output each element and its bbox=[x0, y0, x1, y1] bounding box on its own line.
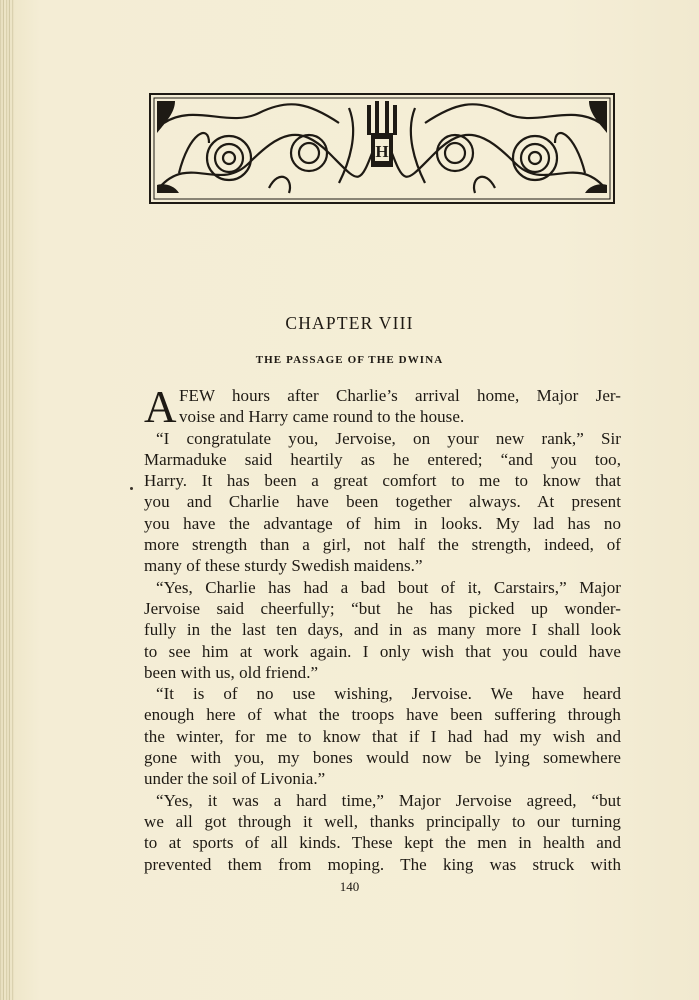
ornamental-headpiece bbox=[149, 93, 615, 204]
text-line: under the soil of Livonia.” bbox=[144, 769, 326, 789]
text-line: prevented them from moping. The king was struck with bbox=[144, 854, 621, 874]
body-text bbox=[144, 382, 621, 875]
text-line: “It is of no use wishing, Jervoise. We have heard bbox=[156, 684, 621, 704]
text-line: many of these sturdy Swedish maidens.” bbox=[144, 556, 423, 576]
text-line: Harry. It has been a great comfort to me to know that bbox=[144, 471, 621, 491]
text-line: more strength than a girl, not half the strength, indeed, of bbox=[144, 535, 621, 555]
text-line: “I congratulate you, Jervoise, on your new rank,” Sir bbox=[156, 428, 621, 448]
drop-cap: A bbox=[144, 382, 177, 432]
chapter-subtitle: THE PASSAGE OF THE DWINA bbox=[255, 354, 444, 366]
text-line: we all got through it well, thanks principally to our turning bbox=[144, 811, 621, 831]
text-line: you and Charlie have been together always. At present bbox=[144, 492, 621, 512]
text-line: enough here of what the troops have been suffering through bbox=[144, 705, 621, 725]
text-line: “Yes, it was a hard time,” Major Jervoise agreed, “but bbox=[156, 790, 621, 810]
svg-text:H: H bbox=[375, 142, 389, 161]
text-line: to see him at work again. I only wish that you could have bbox=[144, 641, 621, 661]
text-line: FEW hours after Charlie’s arrival home, Major Jer- bbox=[179, 386, 621, 405]
page-number: 140 bbox=[339, 879, 360, 894]
chapter-title: CHAPTER VIII bbox=[285, 313, 414, 333]
text-line: the winter, for me to know that if I had had my wish and bbox=[144, 726, 621, 746]
text-line: “Yes, Charlie has had a bad bout of it, Carstairs,” Major bbox=[156, 577, 621, 597]
text-line: Marmaduke said heartily as he entered; “and you too, bbox=[144, 449, 621, 469]
text-line: you have the advantage of him in looks. My lad has no bbox=[144, 513, 621, 533]
text-line: Jervoise said cheerfully; “but he has picked up wonder- bbox=[144, 598, 621, 618]
text-line: gone with you, my bones would now be lying somewhere bbox=[144, 748, 621, 768]
margin-speck bbox=[130, 487, 133, 490]
text-line: to at sports of all kinds. These kept the men in health and bbox=[144, 833, 621, 853]
page-binding-edge bbox=[0, 0, 14, 1000]
text-line: voise and Harry came round to the house. bbox=[179, 407, 465, 427]
text-line: been with us, old friend.” bbox=[144, 662, 319, 682]
text-line: fully in the last ten days, and in as many more I shall look bbox=[144, 620, 621, 640]
